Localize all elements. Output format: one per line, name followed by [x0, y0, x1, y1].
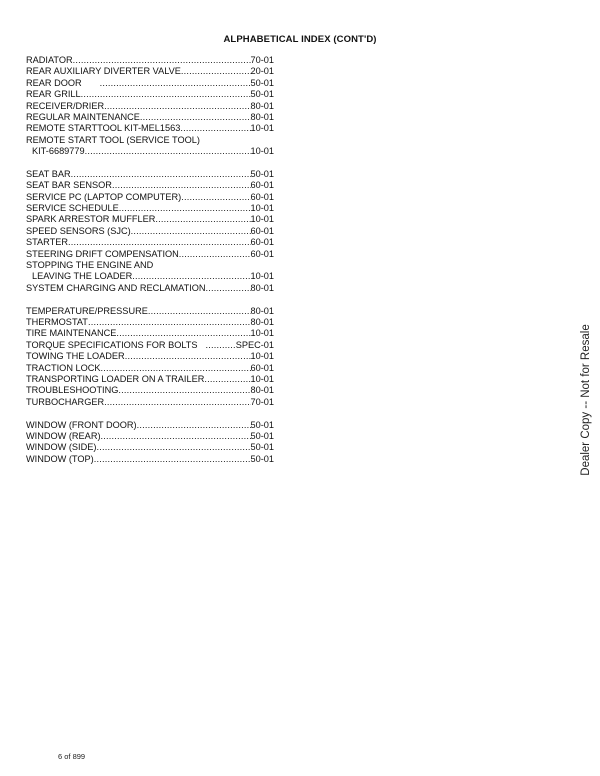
- index-entry[interactable]: [26, 328, 274, 339]
- index-entry[interactable]: [26, 66, 274, 77]
- dot-leader: [181, 66, 251, 77]
- dot-leader: [155, 214, 250, 225]
- index-page-ref: 60-01: [250, 362, 274, 373]
- index-term: RADIATOR: [26, 55, 73, 65]
- index-entry[interactable]: [26, 101, 274, 112]
- index-term: STARTER: [26, 237, 69, 248]
- alphabetical-index: [26, 55, 274, 476]
- index-page-ref: 60-01: [250, 248, 274, 259]
- index-entry[interactable]: [26, 363, 274, 374]
- index-term: WINDOW (TOP): [26, 453, 94, 464]
- index-entry[interactable]: [26, 260, 274, 271]
- index-page-ref: 80-01: [250, 100, 274, 111]
- index-page-ref: 70-01: [250, 396, 274, 407]
- dot-leader: [181, 192, 250, 203]
- index-entry[interactable]: [26, 78, 274, 89]
- dot-leader: [131, 226, 251, 237]
- index-entry[interactable]: [26, 374, 274, 385]
- dot-leader: [73, 55, 251, 66]
- index-page-ref: 80-01: [250, 385, 274, 396]
- index-term: LEAVING THE LOADER: [32, 271, 133, 282]
- index-page-ref: 10-01: [250, 214, 274, 225]
- dot-leader: [119, 203, 251, 214]
- dot-leader: [101, 363, 251, 374]
- index-term: REAR AUXILIARY DIVERTER VALVE: [26, 66, 181, 77]
- index-entry[interactable]: [26, 226, 274, 237]
- index-entry[interactable]: [26, 237, 274, 248]
- index-page-ref: 80-01: [250, 111, 274, 122]
- dot-leader: [104, 397, 250, 408]
- index-page-ref: 10-01: [250, 203, 274, 214]
- index-page-ref: 80-01: [250, 316, 274, 327]
- dot-leader: [94, 454, 251, 465]
- index-entry[interactable]: [26, 317, 274, 328]
- index-page-ref: 10-01: [250, 373, 274, 384]
- dot-leader: [104, 101, 250, 112]
- index-term: SPARK ARRESTOR MUFFLER: [26, 214, 156, 225]
- index-page-ref: 20-01: [250, 66, 274, 77]
- dot-leader: [140, 112, 251, 123]
- index-term: SERVICE PC (LAPTOP COMPUTER): [26, 191, 182, 202]
- index-entry[interactable]: [26, 397, 274, 408]
- index-page-ref: 60-01: [250, 191, 274, 202]
- index-page-ref: 10-01: [250, 351, 274, 362]
- dot-leader: [148, 306, 251, 317]
- index-entry[interactable]: [26, 180, 274, 191]
- index-entry[interactable]: [26, 123, 274, 134]
- index-group-w: [26, 420, 274, 466]
- index-term: STEERING DRIFT COMPENSATION: [26, 248, 179, 259]
- dealer-copy-watermark: [577, 310, 595, 490]
- index-entry[interactable]: [26, 249, 274, 260]
- dot-leader: [132, 271, 250, 282]
- index-entry[interactable]: [26, 442, 274, 453]
- index-group-s: [26, 169, 274, 294]
- dot-leader: [179, 249, 251, 260]
- index-group-t: [26, 306, 274, 409]
- index-page-ref: 10-01: [250, 328, 274, 339]
- index-term: TURBOCHARGER: [26, 396, 105, 407]
- index-entry[interactable]: [26, 55, 274, 66]
- index-page-ref: 50-01: [250, 168, 274, 179]
- index-page-ref: 50-01: [250, 430, 274, 441]
- index-entry[interactable]: [26, 454, 274, 465]
- index-term: WINDOW (SIDE): [26, 442, 97, 453]
- index-term: RECEIVER/DRIER: [26, 100, 105, 111]
- index-page-ref: 50-01: [250, 453, 274, 464]
- index-page-ref: 10-01: [250, 123, 274, 134]
- index-term: KIT-6689779: [32, 146, 85, 157]
- dot-leader: [88, 317, 251, 328]
- index-page-ref: 70-01: [250, 55, 274, 65]
- index-term: TRANSPORTING LOADER ON A TRAILER: [26, 373, 205, 384]
- index-entry[interactable]: [26, 271, 274, 282]
- dot-leader: [137, 420, 251, 431]
- index-page-ref: 50-01: [250, 419, 274, 430]
- index-page-ref: 80-01: [250, 282, 274, 293]
- dot-leader: [206, 283, 251, 294]
- index-entry[interactable]: [26, 420, 274, 431]
- index-entry[interactable]: [26, 214, 274, 225]
- dot-leader: [198, 340, 236, 351]
- index-term: REGULAR MAINTENANCE: [26, 111, 140, 122]
- index-term: TOWING THE LOADER: [26, 351, 125, 362]
- dot-leader: [180, 123, 250, 134]
- dot-leader: [116, 328, 250, 339]
- index-page-ref: 60-01: [250, 225, 274, 236]
- dot-leader: [204, 374, 250, 385]
- index-term: STOPPING THE ENGINE AND: [26, 260, 154, 271]
- index-entry[interactable]: [26, 192, 274, 203]
- index-entry[interactable]: [26, 135, 274, 146]
- index-entry[interactable]: [26, 306, 274, 317]
- index-page-ref: SPEC-01: [235, 339, 274, 350]
- index-entry[interactable]: [26, 146, 274, 157]
- dot-leader: [96, 442, 250, 453]
- watermark-text: Dealer Copy -- Not for Resale: [580, 324, 592, 476]
- index-term: SEAT BAR SENSOR: [26, 180, 112, 191]
- index-term: SPEED SENSORS (SJC): [26, 225, 131, 236]
- dot-leader: [82, 78, 251, 89]
- dot-leader: [101, 431, 251, 442]
- index-page-ref: 50-01: [250, 89, 274, 100]
- index-group-r: [26, 55, 274, 158]
- index-page-ref: 80-01: [250, 305, 274, 316]
- index-term: REAR GRILL: [26, 89, 81, 100]
- dot-leader: [85, 146, 251, 157]
- index-term: REAR DOOR: [26, 77, 82, 88]
- index-term: TRACTION LOCK: [26, 362, 101, 373]
- index-entry[interactable]: [26, 89, 274, 100]
- dot-leader: [81, 89, 251, 100]
- index-entry[interactable]: [26, 112, 274, 123]
- index-term: WINDOW (FRONT DOOR): [26, 419, 137, 430]
- index-term: TEMPERATURE/PRESSURE: [26, 305, 148, 316]
- index-term: REMOTE STARTTOOL KIT-MEL1563: [26, 123, 181, 134]
- index-term: TORQUE SPECIFICATIONS FOR BOLTS: [26, 339, 198, 350]
- index-page-ref: 60-01: [250, 237, 274, 248]
- index-entry[interactable]: [26, 351, 274, 362]
- index-term: REMOTE START TOOL (SERVICE TOOL): [26, 134, 200, 145]
- index-term: WINDOW (REAR): [26, 430, 101, 441]
- index-term: SYSTEM CHARGING AND RECLAMATION: [26, 282, 206, 293]
- index-page-ref: 10-01: [250, 146, 274, 157]
- index-entry[interactable]: [26, 431, 274, 442]
- index-entry[interactable]: [26, 169, 274, 180]
- index-entry[interactable]: [26, 385, 274, 396]
- index-entry[interactable]: [26, 283, 274, 294]
- page-counter: 6 of 899: [58, 752, 86, 761]
- index-page-ref: 50-01: [250, 77, 274, 88]
- dot-leader: [118, 385, 250, 396]
- dot-leader: [71, 169, 251, 180]
- dot-leader: [125, 351, 251, 362]
- index-entry[interactable]: [26, 203, 274, 214]
- index-page-ref: 60-01: [250, 180, 274, 191]
- dot-leader: [112, 180, 251, 191]
- index-term: TIRE MAINTENANCE: [26, 328, 117, 339]
- index-page-ref: 10-01: [250, 271, 274, 282]
- index-term: SEAT BAR: [26, 168, 71, 179]
- index-entry[interactable]: [26, 340, 274, 351]
- dot-leader: [68, 237, 250, 248]
- index-term: SERVICE SCHEDULE: [26, 203, 119, 214]
- index-page-ref: 50-01: [250, 442, 274, 453]
- page-title: ALPHABETICAL INDEX (CONT'D): [223, 34, 377, 45]
- index-term: TROUBLESHOOTING: [26, 385, 119, 396]
- index-term: THERMOSTAT: [26, 316, 88, 327]
